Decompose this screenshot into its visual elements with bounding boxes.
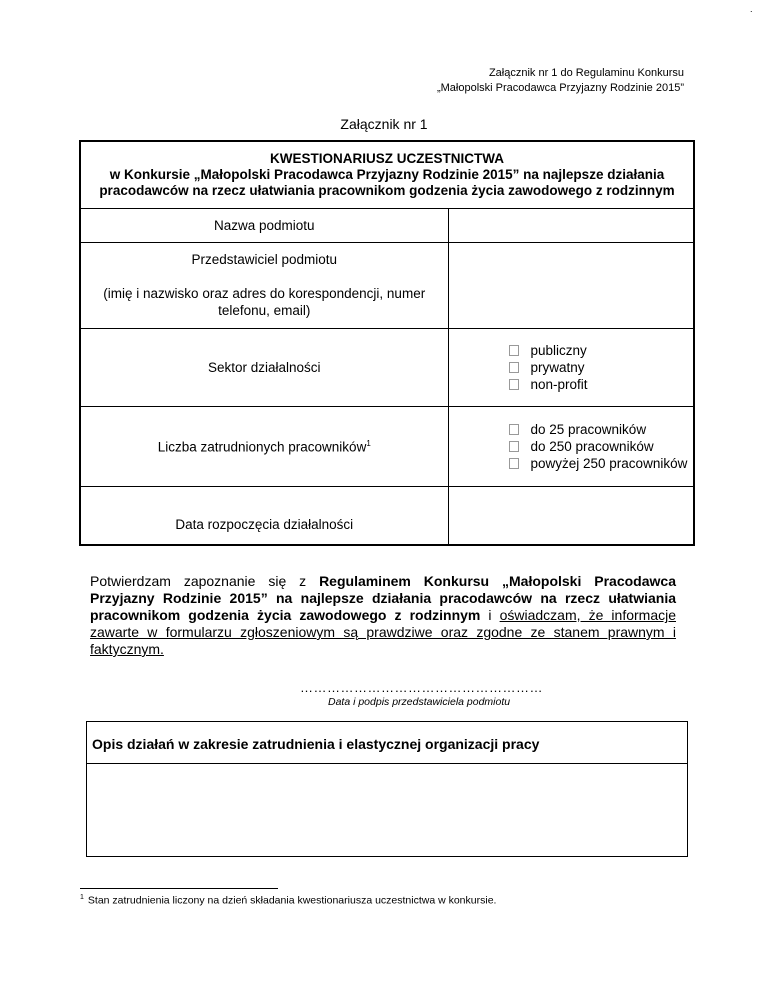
representative-label: Przedstawiciel podmiotu xyxy=(191,252,338,267)
sector-options-cell xyxy=(448,329,694,407)
option-label: non-profit xyxy=(530,377,588,392)
header-ref-line1: Załącznik nr 1 do Regulaminu Konkursu xyxy=(488,67,684,79)
checkbox-icon[interactable] xyxy=(509,441,519,452)
regulation-reference: Regulaminem Konkursu „Małopolski Pracodawca Przyjazny Rodzinie 2015” na najlepsze działania pracodawców na rzecz ułatwiania pracownikom godzenia życia zawodowego z rodzinnym xyxy=(90,573,676,623)
sector-option[interactable] xyxy=(509,376,694,393)
sector-options xyxy=(449,342,694,393)
footnote xyxy=(80,894,496,907)
confirmation-statement xyxy=(90,573,676,658)
checkbox-icon[interactable] xyxy=(509,458,519,469)
representative-label-cell xyxy=(80,243,448,329)
footnote-ref: 1 xyxy=(366,438,371,448)
signature-caption: Data i podpis przedstawiciela podmiotu xyxy=(328,696,511,708)
employees-options-cell xyxy=(448,407,694,487)
questionnaire-title xyxy=(80,141,694,209)
description-box xyxy=(86,721,688,857)
sector-label: Sektor działalności xyxy=(80,329,448,407)
footnote-number: 1 xyxy=(80,894,84,901)
title-line2: w Konkursie „Małopolski Pracodawca Przyjazny Rodzinie 2015” na najlepsze działania xyxy=(109,167,665,182)
title-line1: KWESTIONARIUSZ UCZESTNICTWA xyxy=(270,151,504,166)
sector-option[interactable] xyxy=(509,359,694,376)
start-date-label: Data rozpoczęcia działalności xyxy=(80,487,448,545)
questionnaire-table xyxy=(79,140,695,546)
employees-label-cell xyxy=(80,407,448,487)
employee-option[interactable] xyxy=(509,438,694,455)
description-field[interactable] xyxy=(87,764,687,856)
header-ref-line2: „Małopolski Pracodawca Przyjazny Rodzinie 2015” xyxy=(436,82,684,94)
employee-option[interactable] xyxy=(509,421,694,438)
checkbox-icon[interactable] xyxy=(509,362,519,373)
entity-name-label: Nazwa podmiotu xyxy=(80,209,448,243)
footnote-separator xyxy=(80,888,278,889)
option-label: do 25 pracowników xyxy=(530,422,647,437)
representative-note: (imię i nazwisko oraz adres do korespondencji, numer telefonu, email) xyxy=(103,286,426,318)
start-date-field[interactable] xyxy=(448,487,694,545)
confirm-intro: Potwierdzam zapoznanie się z xyxy=(90,573,320,589)
footnote-text: Stan zatrudnienia liczony na dzień składania kwestionariusza uczestnictwa w konkursie. xyxy=(87,894,497,907)
signature-line[interactable]: ……………………………………………… xyxy=(300,680,543,695)
checkbox-icon[interactable] xyxy=(509,379,519,390)
employee-option[interactable] xyxy=(509,455,694,472)
representative-field[interactable] xyxy=(448,243,694,329)
header-reference xyxy=(437,66,684,96)
entity-name-field[interactable] xyxy=(448,209,694,243)
option-label: do 250 pracowników xyxy=(530,439,654,454)
description-heading: Opis działań w zakresie zatrudnienia i elastycznej organizacji pracy xyxy=(87,722,687,764)
option-label: prywatny xyxy=(530,360,585,375)
option-label: powyżej 250 pracowników xyxy=(530,456,688,471)
sector-option[interactable] xyxy=(509,342,694,359)
title-line3: pracodawców na rzecz ułatwiania pracownikom godzenia życia zawodowego z rodzinnym xyxy=(99,183,675,198)
corner-mark: . xyxy=(750,4,753,14)
declaration-text: oświadczam, że informacje zawarte w formularzu zgłoszeniowym są prawdziwe oraz zgodne ze stanem prawnym i faktycznym. xyxy=(90,607,676,657)
checkbox-icon[interactable] xyxy=(509,424,519,435)
confirm-and: i xyxy=(480,607,500,623)
employee-options xyxy=(449,421,694,472)
employees-label: Liczba zatrudnionych pracowników xyxy=(157,439,367,455)
option-label: publiczny xyxy=(530,343,587,358)
annex-title: Załącznik nr 1 xyxy=(340,116,428,132)
checkbox-icon[interactable] xyxy=(509,345,519,356)
